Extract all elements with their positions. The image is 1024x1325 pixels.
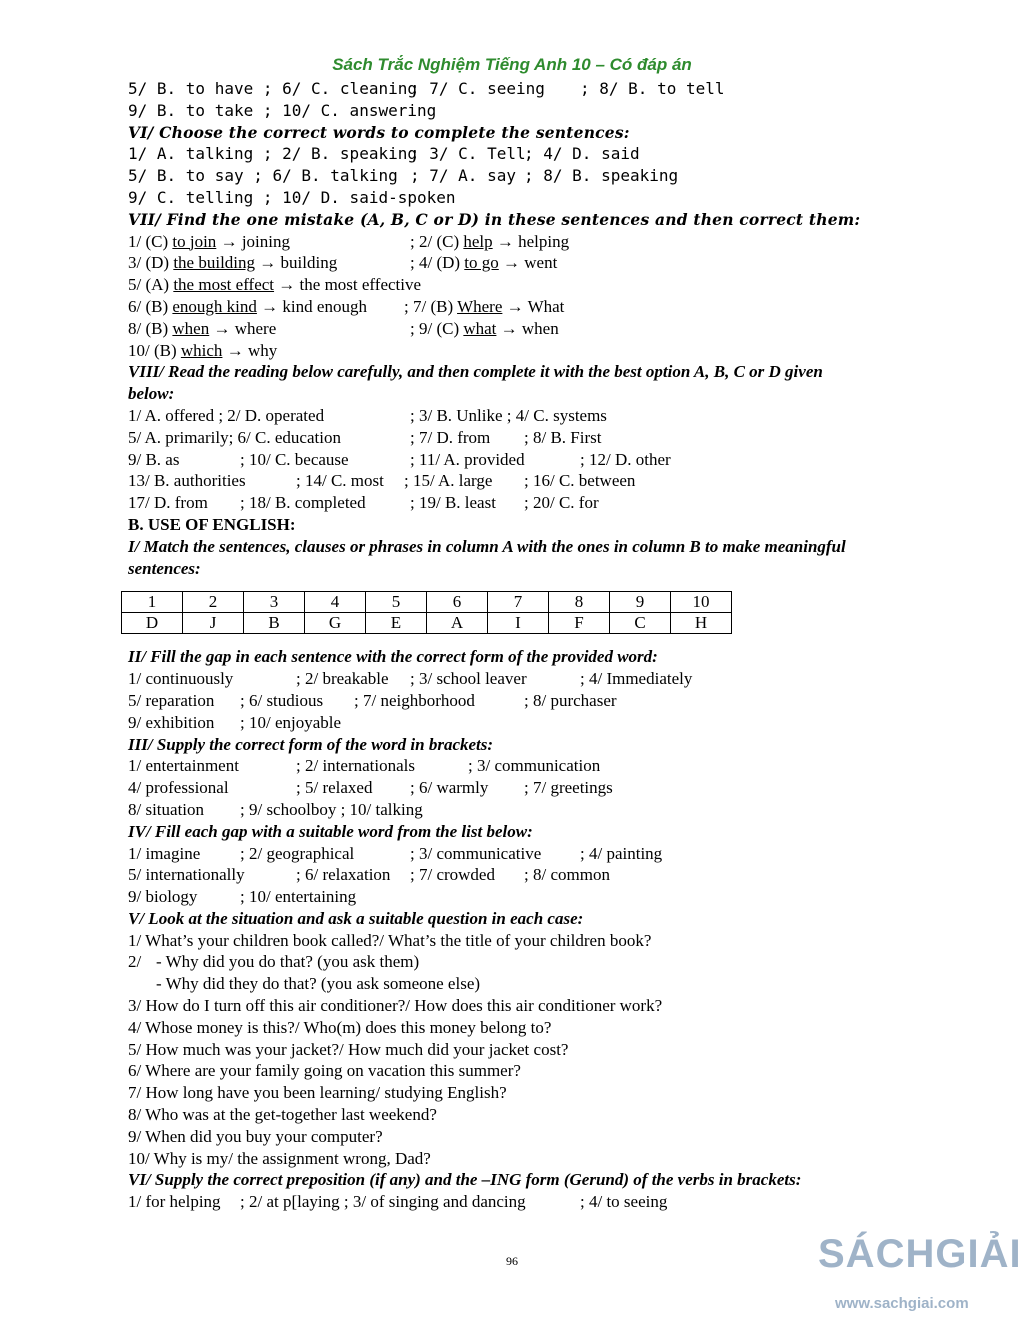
answer-text: 4/ Whose money is this?/ Who(m) does this money belong to? — [128, 1017, 552, 1037]
answer-text: 9/ When did you buy your computer? — [128, 1126, 383, 1146]
answer-text: 5/ A. primarily; 6/ C. education — [128, 427, 341, 447]
underlined-mistake: to join — [172, 231, 217, 251]
answer-text: ; 2/ internationals — [296, 756, 415, 776]
answer-text: ; 7/ neighborhood — [354, 690, 475, 710]
answer-text: ; 4/ to seeing — [580, 1192, 668, 1212]
answer-fragment: 1/ (C) — [128, 231, 173, 251]
answers-part-a — [128, 78, 928, 579]
answer-text: 1/ entertainment — [128, 756, 239, 776]
answer-fragment: → building — [255, 253, 338, 273]
answer-text: ; 6/ warmly — [410, 778, 489, 798]
section-heading — [128, 536, 928, 558]
answer-text: ; 7/ C. seeing — [410, 79, 545, 98]
answer-line — [128, 252, 928, 274]
answer-text: 1/ A. talking ; 2/ B. speaking — [128, 144, 417, 164]
table-cell-number: 7 — [488, 592, 549, 613]
answer-fragment: ; 9/ (C) — [410, 318, 464, 338]
section-heading — [128, 122, 928, 144]
answer-text: 9/ C. telling ; 10/ D. said-spoken — [128, 187, 456, 207]
section-heading — [128, 383, 928, 405]
answer-line — [128, 886, 928, 908]
answer-line — [128, 973, 928, 995]
answer-text: II/ Fill the gap in each sentence with the correct form of the provided word: — [128, 647, 658, 667]
section-heading — [128, 646, 928, 668]
answer-text: ; 8/ B. First — [524, 427, 602, 447]
answer-line — [128, 843, 928, 865]
answer-text: 3/ How do I turn off this air conditioner?/ How does this air conditioner work? — [128, 996, 663, 1016]
section-heading — [128, 209, 928, 231]
underlined-mistake: help — [463, 231, 493, 251]
answer-text: 5/ reparation — [128, 690, 215, 710]
table-cell-number: 1 — [122, 592, 183, 613]
answer-text: ; 10/ enjoyable — [240, 712, 342, 732]
answer-text: 5/ internationally — [128, 865, 245, 885]
answer-text — [128, 340, 277, 362]
underlined-mistake: the most effect — [173, 275, 275, 295]
answer-text: ; 7/ crowded — [410, 865, 495, 885]
answer-fragment: 8/ (B) — [128, 318, 173, 338]
matching-answer-table — [121, 591, 732, 634]
table-cell-answer: D — [122, 613, 183, 634]
section-heading — [128, 734, 928, 756]
answer-text: 9/ exhibition — [128, 712, 215, 732]
table-cell-number: 10 — [671, 592, 732, 613]
answer-text: ; 8/ purchaser — [524, 690, 617, 710]
answer-text: ; 20/ C. for — [524, 493, 599, 513]
answer-line — [128, 340, 928, 362]
watermark-url: www.sachgiai.com — [835, 1295, 969, 1312]
answer-line — [128, 995, 928, 1017]
answer-line — [128, 231, 928, 253]
answer-text — [128, 318, 276, 340]
answer-content — [128, 78, 928, 1213]
answer-line — [128, 1039, 928, 1061]
table-cell-answer: C — [610, 613, 671, 634]
answer-line — [128, 318, 928, 340]
answer-text: ; 10/ entertaining — [240, 887, 357, 907]
answer-text: ; 11/ A. provided — [410, 449, 525, 469]
answer-fragment: → when — [496, 318, 559, 338]
table-cell-answer: H — [671, 613, 732, 634]
answer-text: ; 3/ B. Unlike ; 4/ C. systems — [410, 405, 607, 425]
answer-fragment: 3/ (D) — [128, 253, 174, 273]
table-row-numbers — [122, 592, 732, 613]
answer-line — [128, 1148, 928, 1170]
answer-text — [128, 252, 337, 274]
answer-text: ; 8/ B. speaking — [524, 166, 679, 186]
table-cell-answer: F — [549, 613, 610, 634]
answer-line — [128, 1104, 928, 1126]
answer-text: ; 6/ studious — [240, 690, 324, 710]
answer-fragment: 6/ (B) — [128, 296, 173, 316]
sachgiai-logo: SÁCHGIẢI — [818, 1232, 1022, 1276]
table-row-answers — [122, 613, 732, 634]
answer-fragment: → What — [502, 296, 565, 316]
answer-line — [128, 930, 928, 952]
answer-text: 8/ situation — [128, 799, 205, 819]
answer-line — [128, 78, 928, 100]
answer-fragment: → helping — [492, 231, 570, 251]
section-heading — [128, 361, 928, 383]
answer-text: ; 12/ D. other — [580, 449, 671, 469]
table-cell-number: 8 — [549, 592, 610, 613]
answer-text: VI/ Choose the correct words to complete the sentences: — [128, 122, 630, 142]
answer-line — [128, 1191, 928, 1213]
answer-text: 2/ — [128, 952, 142, 972]
answer-text: ; 19/ B. least — [410, 493, 496, 513]
answer-line — [128, 187, 928, 209]
section-heading — [128, 558, 928, 580]
answer-text: 10/ Why is my/ the assignment wrong, Dad? — [128, 1148, 431, 1168]
answer-text — [410, 318, 559, 340]
answer-text: ; 2/ at p[laying ; 3/ of singing and dancing — [240, 1192, 526, 1212]
answer-text: ; 10/ C. because — [240, 449, 349, 469]
answer-text: below: — [128, 384, 175, 404]
answer-text: IV/ Fill each gap with a suitable word from the list below: — [128, 821, 533, 841]
answer-text: ; 15/ A. large — [404, 471, 493, 491]
table-cell-answer: A — [427, 613, 488, 634]
table-cell-number: 5 — [366, 592, 427, 613]
answer-line — [128, 1060, 928, 1082]
answer-text — [410, 252, 557, 274]
answer-text: 5/ B. to say ; 6/ B. talking — [128, 166, 398, 186]
section-heading — [128, 821, 928, 843]
answer-text: ; 3/ C. Tell — [410, 144, 526, 164]
answer-text: ; 4/ painting — [580, 843, 663, 863]
answer-line — [128, 405, 928, 427]
answer-text: 4/ professional — [128, 778, 229, 798]
answer-text: - Why did you do that? (you ask them) — [156, 952, 420, 972]
answer-text: ; 14/ C. most — [296, 471, 384, 491]
answer-text: 9/ B. as — [128, 449, 180, 469]
answer-text: 5/ B. to have ; 6/ C. cleaning — [128, 79, 417, 98]
answer-text: VIII/ Read the reading below carefully, and then complete it with the best option A, B, C or D given — [128, 362, 823, 382]
answer-line — [128, 427, 928, 449]
answer-text: 8/ Who was at the get-together last weekend? — [128, 1105, 437, 1125]
answer-text: ; 2/ breakable — [296, 669, 389, 689]
answer-text: ; 7/ A. say — [410, 166, 516, 186]
page-number: 96 — [506, 1254, 518, 1268]
answer-text: 7/ How long have you been learning/ studying English? — [128, 1083, 507, 1103]
answer-line — [128, 274, 928, 296]
table-cell-number: 4 — [305, 592, 366, 613]
answer-text — [128, 274, 421, 296]
answer-line — [128, 864, 928, 886]
answer-text — [410, 231, 569, 253]
answer-text: ; 4/ Immediately — [580, 669, 693, 689]
answer-text: ; 16/ C. between — [524, 471, 636, 491]
answer-line — [128, 951, 928, 973]
answer-fragment: ; 2/ (C) — [410, 231, 464, 251]
answer-line — [128, 1082, 928, 1104]
answers-part-b — [128, 646, 928, 1213]
answer-line — [128, 100, 928, 122]
answer-text: 1/ What’s your children book called?/ What’s the title of your children book? — [128, 930, 652, 950]
table-cell-number: 3 — [244, 592, 305, 613]
underlined-mistake: to go — [464, 253, 499, 273]
answer-line — [128, 690, 928, 712]
underlined-mistake: Where — [457, 296, 503, 316]
answer-text: ; 3/ school leaver — [410, 669, 527, 689]
answer-line — [128, 143, 928, 165]
answer-fragment: → kind enough — [256, 296, 367, 316]
answer-line — [128, 777, 928, 799]
answer-text: ; 9/ schoolboy ; 10/ talking — [240, 799, 423, 819]
answer-text — [128, 296, 367, 318]
answer-text: III/ Supply the correct form of the word in brackets: — [128, 734, 494, 754]
answer-text: - Why did they do that? (you ask someone else) — [156, 974, 481, 994]
answer-text — [404, 296, 564, 318]
answer-fragment: → the most effective — [274, 275, 422, 295]
page-header-title: Sách Trắc Nghiệm Tiếng Anh 10 – Có đáp án — [332, 55, 692, 74]
answer-text: 1/ imagine — [128, 843, 201, 863]
answer-line — [128, 470, 928, 492]
answer-text: VII/ Find the one mistake (A, B, C or D) in these sentences and then correct them: — [128, 209, 861, 229]
answer-text: ; 2/ geographical — [240, 843, 355, 863]
answer-text: 9/ B. to take ; 10/ C. answering — [128, 100, 437, 120]
answer-fragment: 5/ (A) — [128, 275, 174, 295]
underlined-mistake: which — [180, 340, 223, 360]
answer-text: B. USE OF ENGLISH: — [128, 514, 296, 534]
answer-text: ; 4/ D. said — [524, 144, 640, 164]
answer-fragment: ; 7/ (B) — [404, 296, 458, 316]
section-heading — [128, 1169, 928, 1191]
answer-line — [128, 1017, 928, 1039]
answer-text: 17/ D. from — [128, 493, 208, 513]
table-cell-answer: J — [183, 613, 244, 634]
answer-text: ; 6/ relaxation — [296, 865, 391, 885]
underlined-mistake: the building — [173, 253, 256, 273]
answer-text: ; 3/ communication — [468, 756, 601, 776]
answer-line — [128, 712, 928, 734]
answer-text: 1/ for helping — [128, 1192, 221, 1212]
answer-text: 1/ continuously — [128, 669, 234, 689]
answer-text: ; 18/ B. completed — [240, 493, 366, 513]
answer-fragment: → went — [498, 253, 558, 273]
answer-text: 5/ How much was your jacket?/ How much did your jacket cost? — [128, 1039, 569, 1059]
answer-line — [128, 799, 928, 821]
table-cell-number: 6 — [427, 592, 488, 613]
table-cell-answer: B — [244, 613, 305, 634]
answer-text: 13/ B. authorities — [128, 471, 246, 491]
answer-text: ; 7/ greetings — [524, 778, 613, 798]
answer-text: ; 3/ communicative — [410, 843, 542, 863]
answer-text — [128, 231, 290, 253]
answer-text: VI/ Supply the correct preposition (if any) and the –ING form (Gerund) of the verbs in brackets: — [128, 1170, 802, 1190]
underlined-mistake: when — [172, 318, 210, 338]
answer-fragment: → why — [222, 340, 278, 360]
answer-line — [128, 296, 928, 318]
table-cell-answer: E — [366, 613, 427, 634]
answer-text: I/ Match the sentences, clauses or phrases in column A with the ones in column B to make meaningful — [128, 536, 846, 556]
underlined-mistake: what — [463, 318, 497, 338]
answer-line — [128, 668, 928, 690]
answer-line — [128, 755, 928, 777]
table-cell-number: 9 — [610, 592, 671, 613]
table-cell-number: 2 — [183, 592, 244, 613]
section-heading — [128, 514, 928, 536]
answer-text: ; 8/ B. to tell — [580, 79, 725, 98]
answer-fragment: → joining — [216, 231, 290, 251]
answer-text: sentences: — [128, 558, 201, 578]
answer-line — [128, 449, 928, 471]
section-heading — [128, 908, 928, 930]
answer-text: ; 5/ relaxed — [296, 778, 373, 798]
answer-text: V/ Look at the situation and ask a suitable question in each case: — [128, 908, 584, 928]
answer-text: 6/ Where are your family going on vacation this summer? — [128, 1061, 521, 1081]
underlined-mistake: enough kind — [172, 296, 257, 316]
answer-text: 1/ A. offered ; 2/ D. operated — [128, 405, 325, 425]
table-cell-answer: I — [488, 613, 549, 634]
answer-line — [128, 165, 928, 187]
answer-line — [128, 492, 928, 514]
answer-fragment: → where — [209, 318, 277, 338]
answer-text: ; 8/ common — [524, 865, 610, 885]
answer-fragment: 10/ (B) — [128, 340, 181, 360]
answer-fragment: ; 4/ (D) — [410, 253, 465, 273]
answer-text: ; 7/ D. from — [410, 427, 491, 447]
answer-text: 9/ biology — [128, 887, 198, 907]
table-cell-answer: G — [305, 613, 366, 634]
answer-line — [128, 1126, 928, 1148]
